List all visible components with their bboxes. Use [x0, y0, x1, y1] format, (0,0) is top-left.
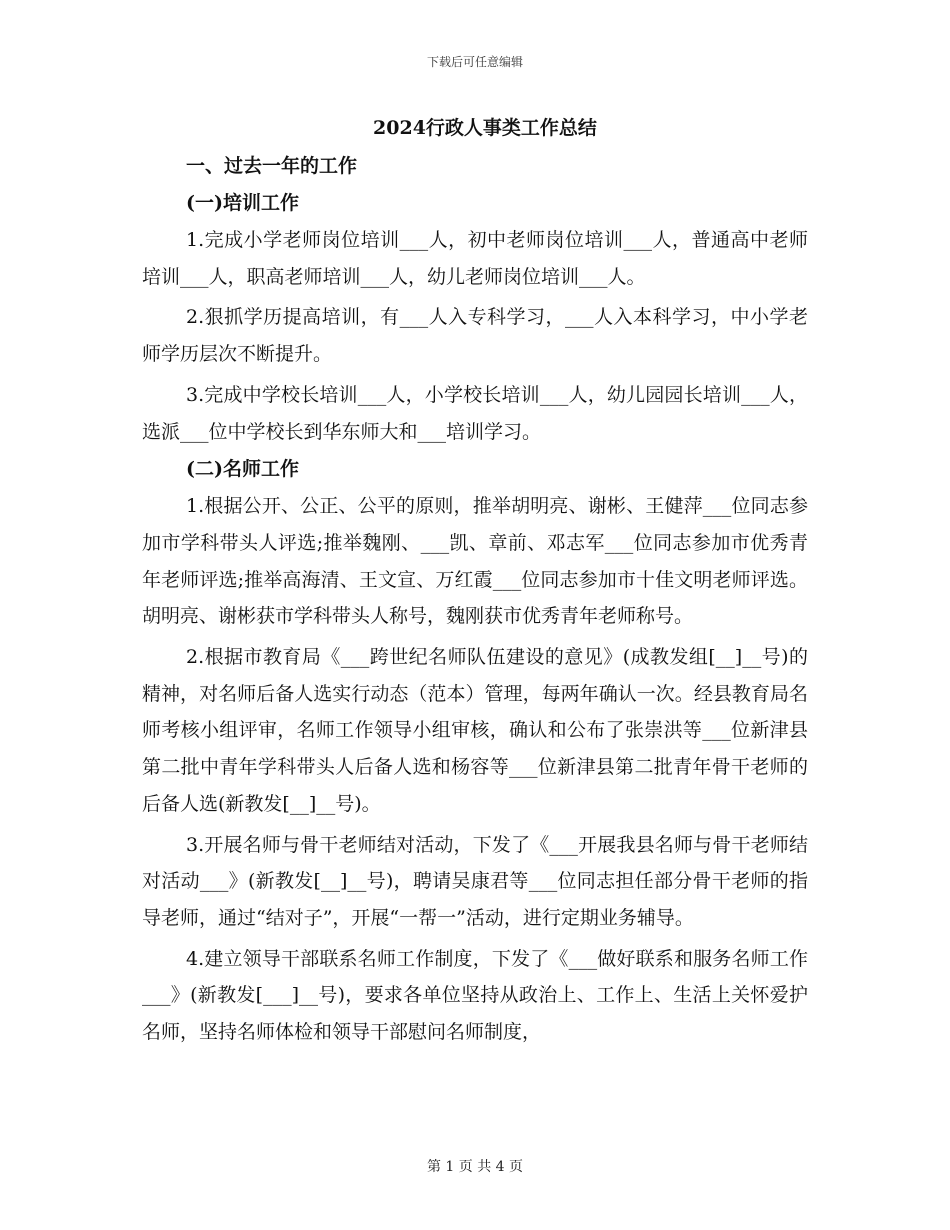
subsection-heading-training: (一)培训工作 [186, 192, 299, 214]
paragraph-famous-3: 3.开展名师与骨干老师结对活动，下发了《___开展我县名师与骨干老师结对活动___》(新教发[__]__号)，聘请吴康君等___位同志担任部分骨干老师的指导老师，通过“结对子”，开展“一帮一”活动，进行定期业务辅导。 [142, 833, 808, 929]
subsection-heading-famous-teachers: (二)名师工作 [186, 458, 299, 481]
page-footer: 第 1 页 共 4 页 [426, 1159, 524, 1175]
section-heading-past-year: 一、过去一年的工作 [186, 155, 358, 177]
page-header: 下载后可任意编辑 [426, 55, 523, 69]
paragraph-training-2: 2.狠抓学历提高培训，有___人入专科学习，___人入本科学习，中小学老师学历层次不断提升。 [142, 306, 808, 366]
document-title: 2024行政人事类工作总结 [373, 117, 597, 139]
paragraph-famous-2: 2.根据市教育局《___跨世纪名师队伍建设的意见》(成教发组[__]__号)的精神，对名师后备人选实行动态（范本）管理，每两年确认一次。经县教育局名师考核小组评审，名师工作领导小组审核，确认和公布了张崇洪等___位新津县第二批中青年学科带头人后备人选和杨容等___位新津县第二批青年骨干老师的后备人选(新教发[__]__号)。 [142, 646, 808, 815]
paragraph-famous-4: 4.建立领导干部联系名师工作制度，下发了《___做好联系和服务名师工作___》(新教发[___]__号)，要求各单位坚持从政治上、工作上、生活上关怀爱护名师，坚持名师体检和领导干部慰问名师制度， [142, 947, 808, 1044]
paragraph-training-1: 1.完成小学老师岗位培训___人，初中老师岗位培训___人，普通高中老师培训___人，职高老师培训___人，幼儿老师岗位培训___人。 [142, 229, 808, 288]
paragraph-training-3: 3.完成中学校长培训___人，小学校长培训___人，幼儿园园长培训___人，选派___位中学校长到华东师大和___培训学习。 [142, 383, 808, 443]
document-body [142, 108, 808, 1051]
paragraph-famous-1: 1.根据公开、公正、公平的原则，推举胡明亮、谢彬、王健萍___位同志参加市学科带头人评选;推举魏刚、___凯、章前、邓志军___位同志参加市优秀青年老师评选;推举高海清、王文宣、万红霞___位同志参加市十佳文明老师评选。胡明亮、谢彬获市学科带头人称号，魏刚获市优秀青年老师称号。 [142, 495, 808, 628]
